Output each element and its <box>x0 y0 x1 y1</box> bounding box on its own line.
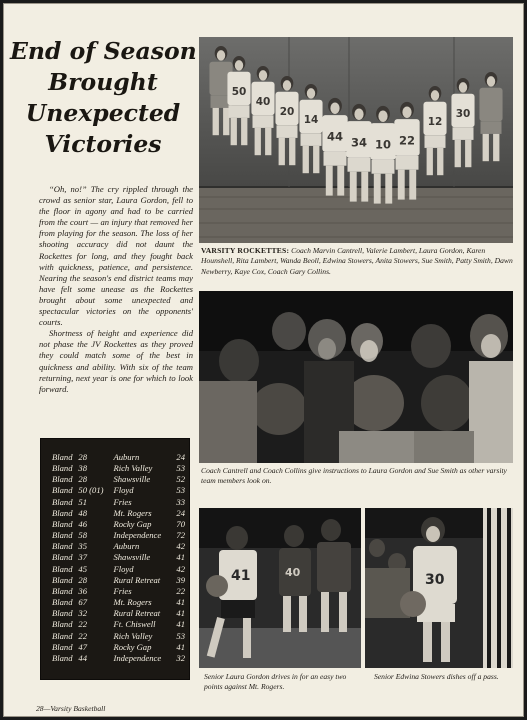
score-opponent-value: 41 <box>176 552 185 563</box>
score-opponent-value: 41 <box>176 619 185 630</box>
scores-table <box>52 452 185 664</box>
score-value: 51 <box>78 496 88 507</box>
drive-photo-caption: Senior Laura Gordon drives in for an easy two points against Mt. Rogers. <box>204 672 347 692</box>
score-row <box>52 463 185 474</box>
score-opponent-value: 33 <box>176 496 185 507</box>
score-value: 45 <box>78 563 88 574</box>
score-row <box>52 597 185 608</box>
page-footer: 28—Varsity Basketball <box>36 704 106 713</box>
score-team: Bland <box>52 507 73 518</box>
score-value: 50 (01) <box>78 485 104 496</box>
story-paragraph: “Oh, no!” The cry rippled through the crowd as senior star, Laura Gordon, fell to the floor in agony and had to be carried from the court — an injury that removed her from playing for the season. The loss of her shooting accuracy did not daunt the Rockettes for long, and they fought back with quickness, patience, and persistence. Nearing the season's end district teams may have felt some unease as the Rockettes brought about some unexpected and spectacular victories on the opponents' courts. <box>39 184 193 328</box>
score-opponent: Auburn <box>113 452 140 462</box>
huddle-photo <box>199 291 513 463</box>
jersey-number: 41 <box>231 568 251 584</box>
score-opponent: Floyd <box>113 563 134 574</box>
headline-line: Brought <box>48 68 158 96</box>
score-row <box>52 608 185 619</box>
page-headline <box>10 36 196 160</box>
score-row <box>52 564 185 575</box>
score-value: 36 <box>78 585 88 596</box>
score-row <box>52 485 185 496</box>
score-value: 32 <box>78 608 88 619</box>
jersey-number: 34 <box>350 135 368 150</box>
score-team: Bland <box>52 652 73 663</box>
score-opponent-value: 22 <box>176 585 185 596</box>
score-team: Bland <box>52 541 73 552</box>
score-opponent-value: 24 <box>176 507 185 518</box>
score-opponent-value: 53 <box>176 630 185 641</box>
jersey-number: 12 <box>427 115 443 128</box>
score-opponent: Rocky Gap <box>113 518 152 529</box>
jersey-number: 14 <box>303 113 319 126</box>
headline-line: Unexpected <box>25 99 181 127</box>
score-opponent: Rural Retreat <box>113 574 161 585</box>
score-value: 48 <box>78 507 88 518</box>
score-team: Bland <box>52 496 73 507</box>
jersey-number: 40 <box>255 95 271 108</box>
score-team: Bland <box>52 518 73 529</box>
yearbook-page <box>3 3 524 717</box>
score-value: 47 <box>78 641 88 652</box>
jersey-number: 10 <box>374 137 392 152</box>
score-team: Bland <box>52 485 73 496</box>
score-opponent: Fries <box>113 585 132 596</box>
score-team: Bland <box>52 585 73 596</box>
score-team: Bland <box>52 552 73 563</box>
score-opponent-value: 72 <box>176 530 185 541</box>
team-photo <box>199 37 513 243</box>
score-opponent-value: 41 <box>176 608 185 619</box>
score-opponent-value: 53 <box>176 463 185 474</box>
score-row <box>52 653 185 664</box>
score-opponent: Fries <box>113 496 132 507</box>
score-value: 37 <box>78 552 88 563</box>
jersey-number: 22 <box>398 133 416 148</box>
jersey-number: 30 <box>455 107 471 120</box>
score-row <box>52 619 185 630</box>
score-opponent-value: 32 <box>176 652 185 663</box>
score-row <box>52 575 185 586</box>
score-opponent-value: 53 <box>176 485 185 496</box>
headline-line: End of Season <box>10 37 197 65</box>
score-team: Bland <box>52 530 73 541</box>
score-row <box>52 519 185 530</box>
huddle-photo-caption: Coach Cantrell and Coach Collins give instructions to Laura Gordon and Sue Smith as other varsity team members look on. <box>201 466 507 486</box>
score-opponent: Ft. Chiswell <box>113 619 156 630</box>
jersey-number: 20 <box>279 105 295 118</box>
score-team: Bland <box>52 474 73 485</box>
dish-photo-caption: Senior Edwina Stowers dishes off a pass. <box>374 672 499 681</box>
score-team: Bland <box>52 597 73 608</box>
score-opponent: Rocky Gap <box>113 641 152 652</box>
score-team: Bland <box>52 608 73 619</box>
score-row <box>52 452 185 463</box>
score-team: Bland <box>52 574 73 585</box>
score-row <box>52 541 185 552</box>
score-team: Bland <box>52 463 73 474</box>
jersey-number: 30 <box>425 572 445 588</box>
score-opponent-value: 42 <box>176 541 185 552</box>
jersey-number: 40 <box>285 566 301 579</box>
score-opponent: Mt. Rogers <box>113 597 152 608</box>
score-opponent: Floyd <box>113 485 134 496</box>
score-value: 28 <box>78 452 88 462</box>
score-value: 58 <box>78 530 88 541</box>
score-opponent-value: 70 <box>176 518 185 529</box>
score-row <box>52 508 185 519</box>
score-value: 38 <box>78 463 88 474</box>
score-value: 67 <box>78 597 88 608</box>
score-opponent: Rural Retreat <box>113 608 161 619</box>
score-value: 44 <box>78 652 88 663</box>
story-text <box>39 184 193 395</box>
caption-text: Coach Marvin Cantrell, Valerie Lambert, Laura Gordon, Karen Hounshell, Rita Lambert, Wanda Beoll, Edwina Stowers, Anita Stowers, Sue Smith, Patty Smith, Dawn Newberry, Kaye Cox, Coach Gary Collins. <box>201 246 513 276</box>
score-value: 46 <box>78 518 88 529</box>
drive-photo <box>199 508 361 668</box>
score-value: 28 <box>78 574 88 585</box>
score-team: Bland <box>52 619 73 630</box>
caption-label: VARSITY ROCKETTES: <box>201 246 290 255</box>
score-value: 22 <box>78 630 88 641</box>
jersey-number: 44 <box>326 129 344 144</box>
score-opponent: Rich Valley <box>113 630 153 641</box>
score-opponent-value: 52 <box>176 474 185 485</box>
score-opponent-value: 24 <box>176 452 185 462</box>
score-row <box>52 586 185 597</box>
score-row <box>52 497 185 508</box>
score-opponent: Auburn <box>113 541 140 552</box>
score-team: Bland <box>52 452 73 462</box>
score-opponent: Rich Valley <box>113 463 153 474</box>
score-row <box>52 474 185 485</box>
score-opponent: Shawsville <box>113 552 151 563</box>
score-opponent-value: 42 <box>176 563 185 574</box>
score-row <box>52 552 185 563</box>
score-opponent-value: 41 <box>176 597 185 608</box>
score-opponent-value: 39 <box>176 574 185 585</box>
dish-photo <box>365 508 513 668</box>
score-value: 22 <box>78 619 88 630</box>
score-team: Bland <box>52 563 73 574</box>
score-opponent: Independence <box>113 530 162 541</box>
score-value: 28 <box>78 474 88 485</box>
score-opponent-value: 41 <box>176 641 185 652</box>
score-opponent: Independence <box>113 652 162 663</box>
jersey-number: 50 <box>231 85 247 98</box>
score-team: Bland <box>52 630 73 641</box>
score-value: 35 <box>78 541 88 552</box>
story-paragraph: Shortness of height and experience did not phase the JV Rockettes as they proved they could match some of the best in quickness and ability. With six of the team returning, next year is one for which to look forward. <box>39 328 193 394</box>
score-team: Bland <box>52 641 73 652</box>
score-row <box>52 642 185 653</box>
score-opponent: Shawsville <box>113 474 151 485</box>
score-opponent: Mt. Rogers <box>113 507 152 518</box>
team-photo-caption <box>201 246 516 277</box>
headline-line: Victories <box>44 130 162 158</box>
season-scores-box <box>40 438 190 680</box>
score-row <box>52 631 185 642</box>
score-row <box>52 530 185 541</box>
